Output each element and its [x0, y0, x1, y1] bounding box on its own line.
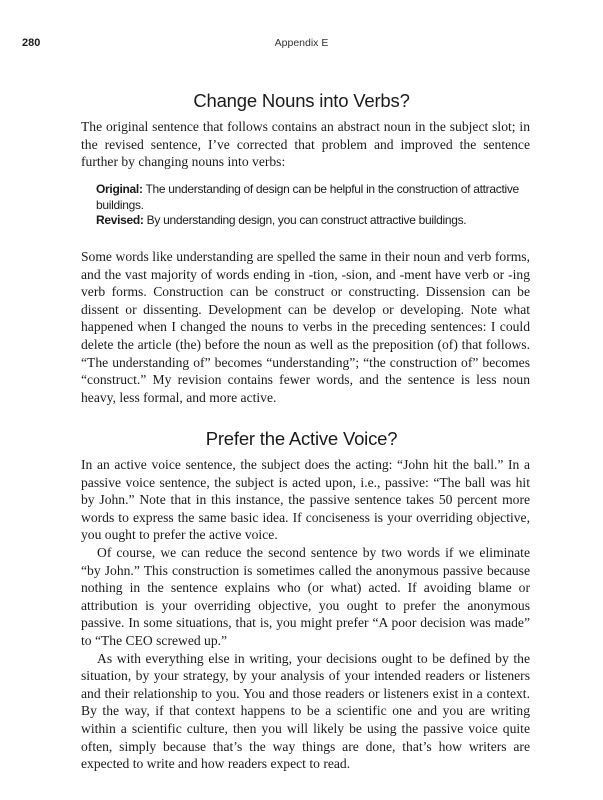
- active-voice-paragraph-1: In an active voice sentence, the subject does the acting: “John hit the ball.” In a passive voice sentence, the subject is acted upon, i.e., passive: “The ball was hit by John.” Note that in this instance, the passive sentence takes 50 percent more words to express the same basic idea. If conciseness is your overriding objective, you ought to prefer the active voice.: [81, 457, 530, 543]
- section-heading-nouns-into-verbs: Change Nouns into Verbs?: [193, 90, 410, 111]
- original-text: The understanding of design can be helpful in the construction of attractive buildings.: [96, 182, 519, 212]
- section-heading-active-voice: Prefer the Active Voice?: [205, 428, 398, 449]
- revised-text: By understanding design, you can construct attractive buildings.: [146, 213, 467, 227]
- page-header: [0, 37, 603, 53]
- discussion-paragraph-block: [81, 248, 530, 406]
- example-revised: [96, 213, 532, 229]
- active-voice-paragraph-2: Of course, we can reduce the second sentence by two words if we eliminate “by John.” This construction is sometimes called the anonymous passive because nothing in the sentence explains who (or what) acted. If avoiding blame or attribution is your overriding objective, you ought to prefer the anonymous passive. In some situations, that is, you might prefer “A poor decision was made” to “The CEO screwed up.”: [81, 544, 530, 648]
- revised-label: Revised:: [96, 213, 144, 227]
- example-original: [96, 182, 532, 213]
- page-number: 280: [22, 37, 41, 49]
- active-voice-paragraph-3: As with everything else in writing, your decisions ought to be defined by the situation, by your strategy, by your analysis of your intended readers or listeners and their relationship to you. You and those readers or listeners exist in a context. By the way, if that context happens to be a scientific one and you are writing within a scientific culture, then you will likely be using the passive voice quite often, simply because that’s the way things are done, that’s how writers are expected to write and how readers expect to read.: [81, 650, 530, 772]
- running-head: Appendix E: [274, 37, 329, 49]
- example-block: [96, 182, 532, 229]
- original-label: Original:: [96, 182, 143, 196]
- intro-paragraph-block: [81, 118, 530, 171]
- active-voice-text-block: [81, 456, 530, 773]
- intro-paragraph: The original sentence that follows contains an abstract noun in the subject slot; in the revised sentence, I’ve corrected that problem and improved the sentence further by changing nouns into verbs:: [81, 119, 530, 170]
- discussion-paragraph: Some words like understanding are spelled the same in their noun and verb forms, and the vast majority of words ending in -tion, -sion, and -ment have verb or -ing verb forms. Construction can be construct or constructing. Dissension can be dissent or dissenting. Development can be develop or developing. Note what happened when I changed the nouns to verbs in the preceding sentences: I could delete the article (the) before the noun as well as the preposition (of) that follows. “The understanding of” becomes “understanding”; “the construction of” becomes “construct.” My revision contains fewer words, and the sentence is less noun heavy, less formal, and more active.: [81, 249, 530, 405]
